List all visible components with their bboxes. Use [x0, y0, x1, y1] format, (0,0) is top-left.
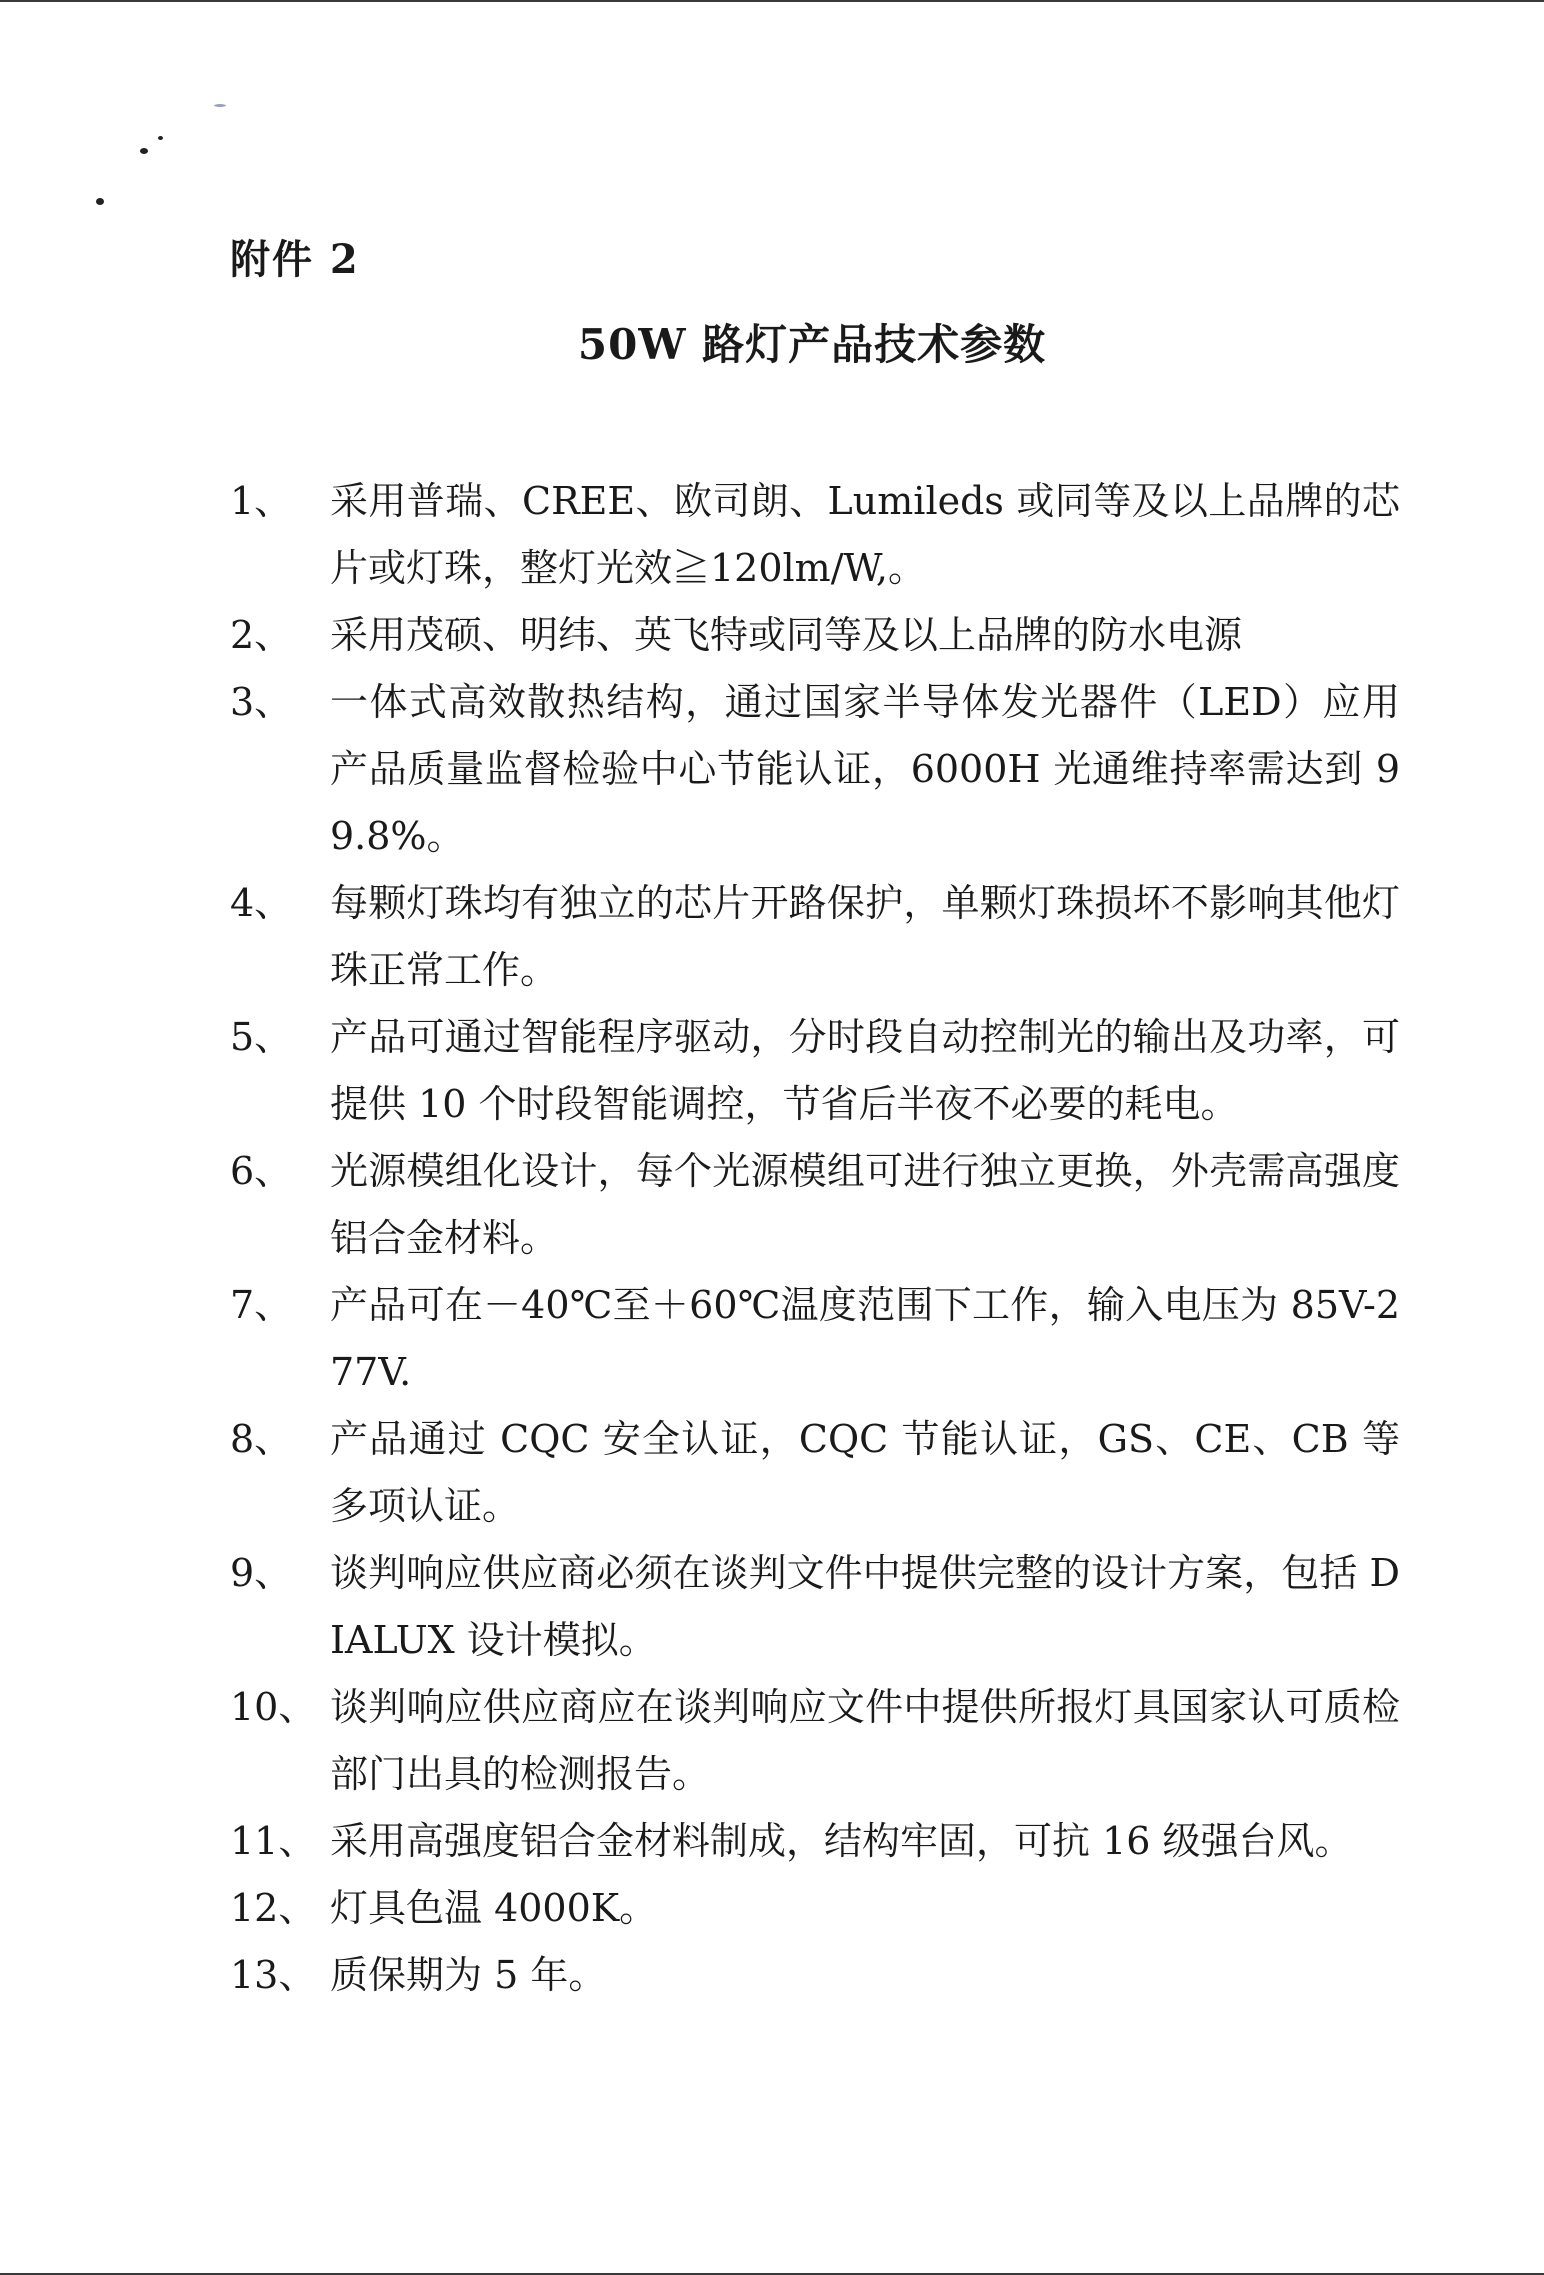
item-text: 谈判响应供应商必须在谈判文件中提供完整的设计方案，包括 DIALUX 设计模拟。 — [330, 1551, 1400, 1662]
list-item — [230, 1674, 1400, 1808]
list-item — [230, 1875, 1400, 1942]
item-number: 11、 — [230, 1819, 317, 1863]
item-number: 9、 — [230, 1551, 293, 1595]
item-text: 采用普瑞、CREE、欧司朗、Lumileds 或同等及以上品牌的芯片或灯珠，整灯光效≧120lm/W,。 — [330, 479, 1400, 590]
item-text: 一体式高效散热结构，通过国家半导体发光器件（LED）应用产品质量监督检验中心节能认证，6000H 光通维持率需达到 99.8%。 — [330, 680, 1400, 858]
item-text: 质保期为 5 年。 — [330, 1953, 607, 1997]
list-item — [230, 669, 1400, 870]
item-number: 3、 — [230, 680, 293, 724]
item-number: 1、 — [230, 479, 293, 523]
list-item — [230, 602, 1400, 669]
scan-speck — [158, 136, 163, 140]
scan-speck — [96, 198, 104, 205]
item-text: 产品可在－40℃至＋60℃温度范围下工作，输入电压为 85V-277V. — [330, 1283, 1400, 1394]
item-text: 谈判响应供应商应在谈判响应文件中提供所报灯具国家认可质检部门出具的检测报告。 — [330, 1685, 1400, 1796]
item-number: 5、 — [230, 1015, 293, 1059]
attachment-label: 附件 2 — [230, 236, 360, 283]
list-item — [230, 1540, 1400, 1674]
list-item — [230, 1138, 1400, 1272]
top-scan-edge — [0, 0, 1544, 2]
item-number: 13、 — [230, 1953, 317, 1997]
item-number: 12、 — [230, 1886, 317, 1930]
item-text: 光源模组化设计，每个光源模组可进行独立更换，外壳需高强度铝合金材料。 — [330, 1149, 1400, 1260]
list-item — [230, 468, 1400, 602]
document-title: 50W 路灯产品技术参数 — [577, 320, 1047, 369]
item-number: 7、 — [230, 1283, 293, 1327]
item-text: 采用高强度铝合金材料制成，结构牢固，可抗 16 级强台风。 — [330, 1819, 1353, 1863]
list-item — [230, 870, 1400, 1004]
item-number: 2、 — [230, 613, 293, 657]
item-text: 产品通过 CQC 安全认证，CQC 节能认证，GS、CE、CB 等多项认证。 — [330, 1417, 1400, 1528]
list-item — [230, 1808, 1400, 1875]
item-text: 灯具色温 4000K。 — [330, 1886, 658, 1930]
list-item — [230, 1942, 1400, 2009]
item-text: 每颗灯珠均有独立的芯片开路保护，单颗灯珠损坏不影响其他灯珠正常工作。 — [330, 881, 1400, 992]
spec-list — [230, 468, 1400, 2009]
item-number: 8、 — [230, 1417, 293, 1461]
item-number: 10、 — [230, 1685, 317, 1729]
list-item — [230, 1406, 1400, 1540]
item-text: 采用茂硕、明纬、英飞特或同等及以上品牌的防水电源 — [330, 613, 1243, 657]
item-number: 6、 — [230, 1149, 293, 1193]
list-item — [230, 1004, 1400, 1138]
item-number: 4、 — [230, 881, 293, 925]
scan-speck — [214, 104, 226, 107]
scan-speck — [140, 148, 148, 154]
item-text: 产品可通过智能程序驱动，分时段自动控制光的输出及功率，可提供 10 个时段智能调控，节省后半夜不必要的耗电。 — [330, 1015, 1400, 1126]
list-item — [230, 1272, 1400, 1406]
